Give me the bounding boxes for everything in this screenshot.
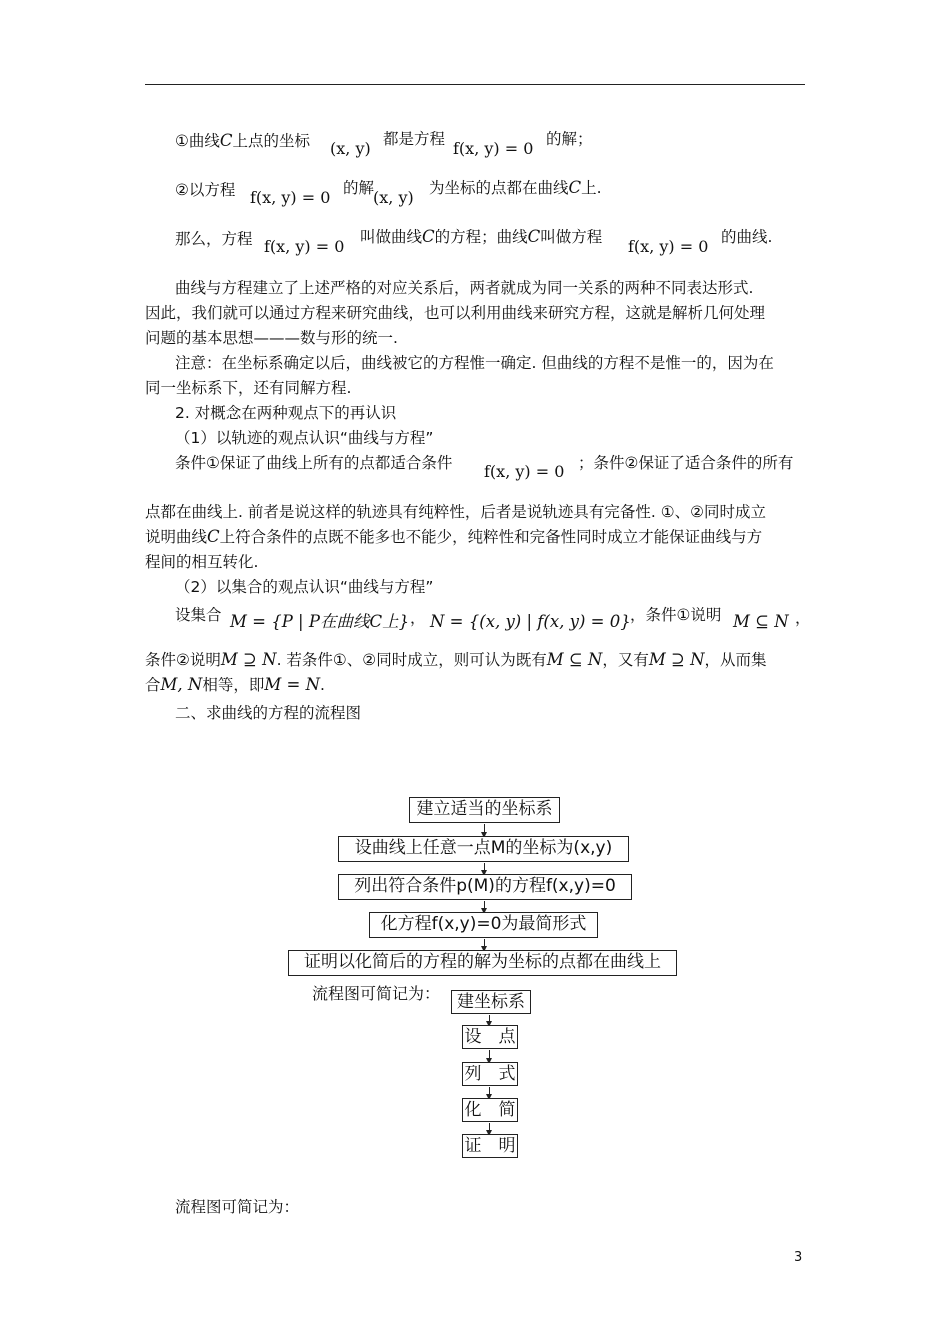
flow-step-set-point — [338, 836, 629, 862]
paragraph-line — [145, 328, 398, 348]
math: M ⊇ N — [648, 650, 705, 669]
math-equation — [628, 237, 708, 257]
text: ， — [410, 609, 426, 627]
section-heading — [175, 403, 396, 423]
page-number: 3 — [794, 1250, 803, 1265]
math: (x, y) — [373, 188, 414, 207]
paragraph-line — [145, 527, 762, 547]
section-heading — [175, 703, 361, 723]
text-segment — [360, 227, 602, 247]
text: 注意：在坐标系确定以后，曲线被它的方程惟一确定. 但曲线的方程不是惟一的，因为在 — [175, 354, 774, 372]
text: ， — [795, 609, 811, 627]
text: 流程图可简记为： — [175, 1198, 300, 1216]
paragraph-line — [175, 453, 452, 473]
math: M, N — [160, 675, 203, 694]
text: ；条件②保证了适合条件的所有 — [578, 454, 794, 472]
text: 上点的坐标 — [232, 132, 311, 150]
text: ，又有 — [602, 651, 649, 669]
text: 的解； — [546, 130, 593, 148]
text-segment — [630, 605, 721, 625]
text-segment — [343, 178, 374, 198]
flow-step-simplify — [369, 912, 598, 938]
math-c: C — [568, 178, 582, 197]
paragraph-line — [145, 552, 258, 572]
text: 叫做曲线 — [360, 228, 423, 246]
text: 设集合 — [175, 606, 222, 624]
set-line — [175, 605, 222, 625]
flow-arrow — [489, 1050, 490, 1062]
math-c: C — [219, 131, 233, 150]
text: 都是方程 — [383, 130, 446, 148]
definition-line — [175, 229, 253, 249]
text: 流程图可简记为： — [312, 984, 441, 1003]
short-flow-step — [462, 1098, 518, 1122]
math: M ⊆ N — [546, 650, 603, 669]
text: 因此，我们就可以通过方程来研究曲线，也可以利用曲线来研究方程，这就是解析几何处理 — [145, 304, 766, 322]
math-c: C — [422, 227, 435, 246]
math-equation — [453, 139, 533, 159]
flow-step-write-equation — [338, 874, 632, 900]
flow-step-prove — [288, 950, 677, 976]
math-equation — [264, 237, 344, 257]
flow-step-label: 建立适当的坐标系 — [416, 799, 553, 819]
math: f(x, y) = 0 — [453, 139, 534, 158]
header-rule — [145, 84, 805, 85]
subsection-heading — [175, 577, 433, 597]
short-flow-step — [462, 1062, 518, 1086]
math: M = N — [264, 675, 321, 694]
flow-step-label: 列 式 — [464, 1064, 516, 1084]
text: ①曲线 — [175, 132, 220, 150]
math-set-m — [230, 612, 409, 632]
text: 2. 对概念在两种观点下的再认识 — [175, 404, 397, 422]
text: （1）以轨迹的观点认识“曲线与方程” — [175, 429, 434, 447]
paragraph-line — [145, 303, 765, 323]
flow-arrow — [489, 1123, 490, 1134]
condition-1-line — [175, 131, 310, 151]
text: 程间的相互转化. — [145, 553, 259, 571]
text: 说明曲线 — [145, 528, 208, 546]
math-set-n — [430, 612, 631, 632]
text: 问题的基本思想———数与形的统一. — [145, 329, 398, 347]
math: f(x, y) = 0 — [484, 462, 565, 481]
flow-step-label: 列出符合条件p(M)的方程f(x,y)=0 — [354, 876, 616, 896]
flow-step-label: 设曲线上任意一点M的坐标为(x,y) — [354, 838, 613, 858]
text: 那么，方程 — [175, 230, 253, 248]
flow-step-label: 化 简 — [464, 1100, 516, 1120]
text: . 若条件①、②同时成立，则可认为既有 — [276, 651, 547, 669]
math-c: C — [527, 227, 541, 246]
note-line — [175, 353, 774, 373]
text: 上. — [581, 179, 602, 197]
flow-arrow — [484, 824, 485, 836]
text-segment — [578, 453, 793, 473]
math: N = {(x, y) | f(x, y) = 0} — [430, 612, 631, 631]
paragraph-line — [145, 650, 767, 670]
math: (x, y) — [330, 139, 371, 158]
text: 的解 — [343, 179, 375, 197]
short-flow-step — [462, 1025, 518, 1049]
math-xy — [330, 139, 371, 159]
text: 同一坐标系下，还有同解方程. — [145, 379, 352, 397]
flow-arrow — [489, 1015, 490, 1025]
flow-step-coordinate-system — [409, 797, 560, 823]
text-segment — [383, 129, 445, 149]
short-flow-step — [462, 1134, 518, 1158]
text: 曲线与方程建立了上述严格的对应关系后，两者就成为同一关系的两种不同表达形式. — [175, 279, 754, 297]
text: 条件①保证了曲线上所有的点都适合条件 — [175, 454, 453, 472]
text: 点都在曲线上. 前者是说这样的轨迹具有纯粹性，后者是说轨迹具有完备性. ①、②同时成立 — [145, 503, 767, 521]
math: f(x, y) = 0 — [264, 237, 345, 256]
text-segment — [546, 129, 593, 149]
text: 二、求曲线的方程的流程图 — [175, 704, 362, 722]
condition-2-line — [175, 180, 235, 200]
math: f(x, y) = 0 — [250, 188, 331, 207]
text: 相等，即 — [202, 676, 265, 694]
text: 上符合条件的点既不能多也不能少，纯粹性和完备性同时成立才能保证曲线与方 — [219, 528, 763, 546]
text: ，条件①说明 — [630, 606, 722, 624]
paragraph-line — [175, 278, 753, 298]
text-segment — [721, 227, 772, 247]
flow-step-label: 设 点 — [464, 1027, 516, 1047]
flow-step-label: 建坐标系 — [457, 992, 525, 1012]
flow-step-label: 化方程f(x,y)=0为最简形式 — [380, 914, 587, 934]
math: f(x, y) = 0 — [628, 237, 709, 256]
text: . — [320, 676, 325, 694]
text-segment — [795, 608, 811, 628]
math: M = {P | P在曲线C上} — [230, 612, 410, 631]
bottom-caption — [175, 1197, 299, 1217]
text: （2）以集合的观点认识“曲线与方程” — [175, 578, 434, 596]
math-subset — [733, 612, 789, 632]
text: 的方程；曲线 — [434, 228, 528, 246]
text: 条件②说明 — [145, 651, 221, 669]
text: ，从而集 — [704, 651, 767, 669]
text: 的曲线. — [721, 228, 773, 246]
flow-arrow — [489, 1087, 490, 1098]
math-c: C — [207, 527, 220, 546]
flow-caption — [312, 984, 440, 1004]
math-equation — [484, 462, 564, 482]
flow-step-label: 证明以化简后的方程的解为坐标的点都在曲线上 — [304, 952, 661, 972]
text: 合 — [145, 676, 161, 694]
subsection-heading — [175, 428, 433, 448]
text-segment — [410, 608, 426, 628]
flow-arrow — [484, 901, 485, 912]
paragraph-line — [145, 502, 766, 522]
math: M ⊆ N — [733, 612, 789, 631]
flow-arrow — [484, 939, 485, 950]
short-flow-step — [451, 990, 531, 1014]
paragraph-line — [145, 675, 325, 695]
text: ②以方程 — [175, 181, 236, 199]
text: 为坐标的点都在曲线 — [429, 179, 569, 197]
math: M ⊇ N — [220, 650, 277, 669]
math-equation — [250, 188, 330, 208]
flow-step-label: 证 明 — [464, 1136, 516, 1156]
flow-arrow — [484, 863, 485, 874]
math-xy — [373, 188, 414, 208]
text-segment — [429, 178, 602, 198]
paragraph-line — [145, 378, 351, 398]
text: 叫做方程 — [540, 228, 603, 246]
